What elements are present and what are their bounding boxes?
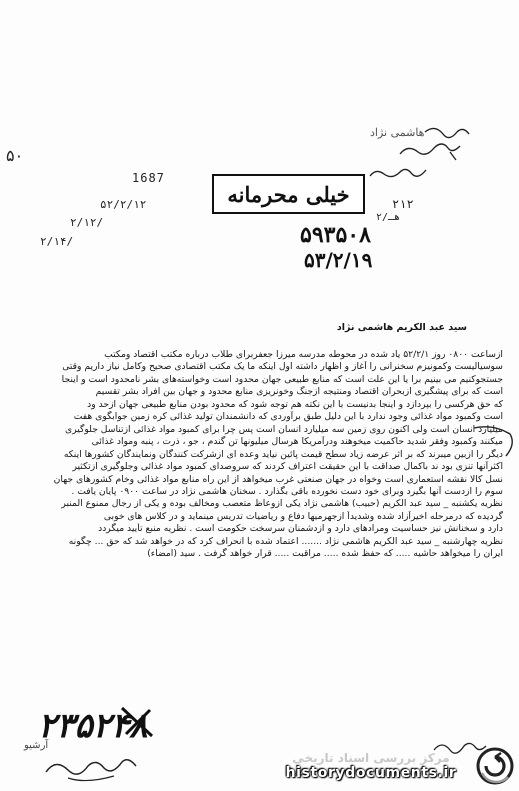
date-1: ۵۲/۲/۱۲	[100, 198, 147, 211]
salutation: سید عبد الکریم هاشمی نژاد	[336, 322, 467, 333]
body-line: ازساعت ۰۸۰۰ روز ۵۲/۲/۱ یاد شده در محوطه مدرسه میرزا جعفربرای طلاب درباره مکتب اقتصاد ومکتب	[104, 349, 503, 360]
date-3: ۲/۱۴/	[40, 235, 74, 248]
ref-date: ۵۳/۲/۱۹	[304, 248, 373, 272]
margin-bracket	[470, 422, 516, 462]
ref-number: ۵۹۳۵۰۸	[300, 222, 371, 248]
watermark-url: historydocuments.ir	[285, 765, 457, 781]
top-left-note: ۵۰	[6, 146, 24, 165]
body-line: است وکمبود مواد غذائی وجود ندارد با این دلیل طبق برآوردی که دانشمندان تولید غذائی کره زمین جوابگوی هفت	[73, 411, 503, 423]
margin-note: آرشیو	[24, 740, 49, 751]
watermark-name: مرکز بررسی اسناد تاریخی	[292, 751, 450, 765]
body-line: ایران را میخواهد حاشیه ..... که حفظ شده ..... مراقبت ..... قرار خواهد گرفت . سید (امضاء)	[147, 548, 503, 560]
corner-number: ۲۱۲	[392, 197, 414, 211]
body-line: که حق هرکسی را بپردازد و اینجا بدنیست با این نکته هم توجه شود که محدود بودن منابع طبیعی جهان ازحد ود	[87, 398, 503, 410]
body-line: نظریه یکشنبه _ سید عبد الکریم (حبیب) هاشمی نژاد یکی ازوعاظ متعصب ومخالف بوده و یکی از رجال ممنوع المنبر	[61, 498, 503, 510]
body-line: دارد و سخنانش نیز حساسیت ومرادهای دارد و ازدشمنان سرسخت حکومت است . نظریه منبع تأیید میگردد	[98, 523, 503, 535]
classification-stamp: خیلی محرمانه	[212, 174, 365, 214]
bottom-big-number: ۲۳۵۲۴۸	[38, 706, 148, 746]
body-line: نظریه چهارشنبه _ سید عبد الکریم هاشمی نژاد ....... اعتماد شده با انحراف کرد که در خواهد شد که حق ... چگونه	[68, 535, 503, 547]
watermark	[240, 744, 502, 788]
body-line: اکثرآنها تنزی بود ند باکمال صداقت با این حقیقت اعتراف کردند که سروصدای کمبود مواد غذائی وجلوگیری ازتکثیر	[72, 461, 503, 473]
body-line: میکنند وکمبود وفقر شدید حاکمیت میخوهند ودرآمریکا هرسال میلیونها تن گندم ، جو ، ذرت ، پنبه ومواد غذائی	[91, 436, 503, 448]
body-line: گردیده که درمرحله اخیرآزاد شده وشدیداً ازجهرمیها دفاع و ریاضیات تدریس مینماید و در کلاس های خوبی	[103, 510, 503, 522]
body-line: میلیارد انسان است ولی اکنون روی زمین سه میلیارد انسان است پس چرا برای کمبود مواد غذائی ازتناسل جلوگیری	[65, 423, 503, 435]
corner-sub: هـ/۲	[376, 212, 401, 223]
watermark-logo-icon	[476, 747, 514, 785]
body-line: جستجوکنیم می بینیم برا یا این علت است که منابع طبیعی جهان محدود است وخواسته‌های بشر نامحدود است و اینجا	[61, 373, 503, 385]
document-body	[25, 349, 503, 561]
body-line: سوسیالیست وکمونیزم سخنرانی را آغاز و اظهار داشته اول اینکه ما یک مکتب اقتصادی صحیح وکامل نیاز داریم وقتی	[62, 361, 503, 373]
bottom-signature-scribble	[40, 752, 150, 786]
body-line: سوم را ازدست آنها بگیرد وبرای خود دست نخورده باقی بگذارد . سخنان هاشمی نژاد در ساعت ۰۹۰۰ پایان یافت .	[71, 485, 503, 497]
bottom-x-mark	[118, 704, 158, 740]
body-line: نسل کالا نقشه استعماری است وخواه در جهان صنعتی غرب میخواهد از این راه منابع مواد غذائی وخام کشورهای جهان	[53, 473, 503, 485]
top-handwriting: هاشمی نژاد	[370, 126, 425, 139]
body-line: دیگر را ازبین میبرند که بر اثر عرضه زیاد سطح قیمت پائین نیاید وعده ای ازشرکت کنندگان ونمایندگان کشورها اینکه	[63, 448, 503, 460]
doc-number: 1687	[132, 171, 165, 185]
date-2: ۲/۱۲/	[70, 216, 104, 229]
body-line: است که برای پیشگیری ازبحران اقتصاد ومنتیجه ازجنگ وخونریزی منابع محدود و جهان بین افراد بشر تقسیم	[95, 386, 503, 398]
